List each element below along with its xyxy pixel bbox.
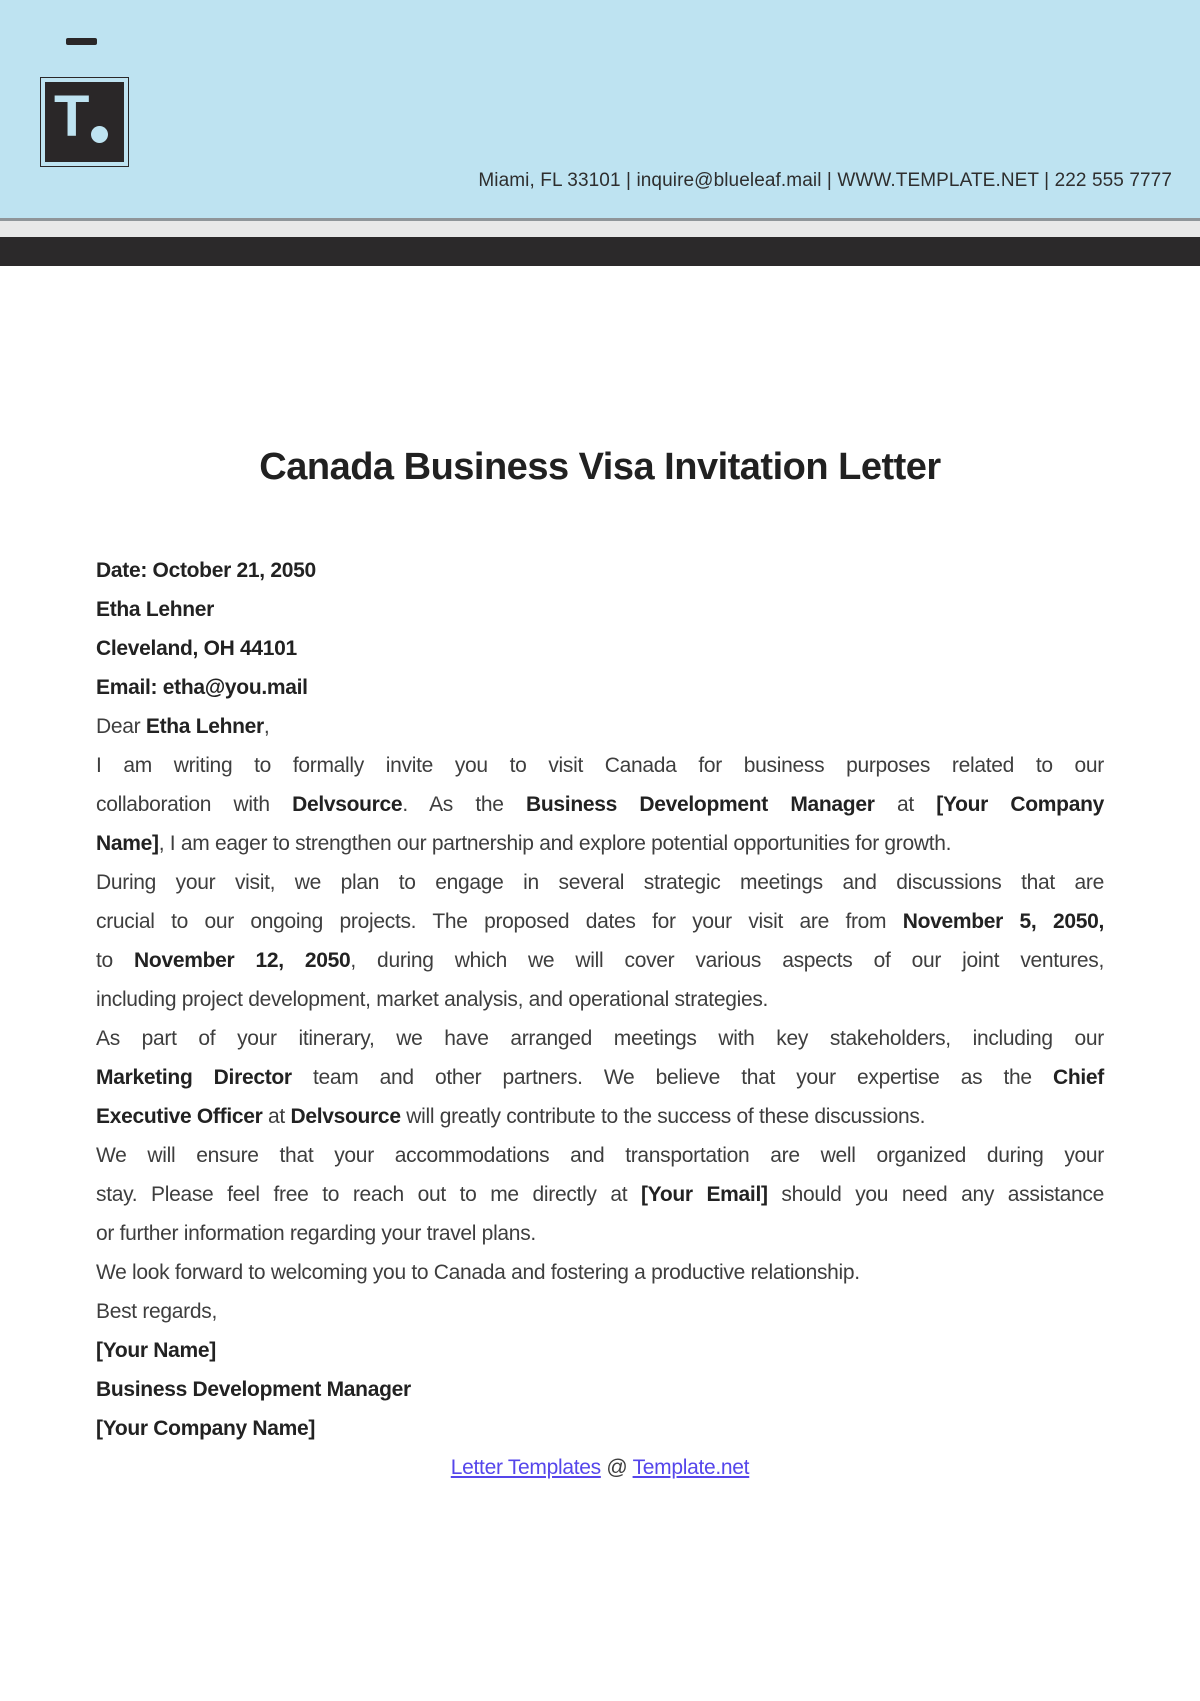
letter-line: Date: October 21, 2050 <box>96 559 316 582</box>
logo-letter: T <box>54 84 89 149</box>
letter-line: to November 12, 2050, during which we will cover various aspects of our joint ventures, <box>96 949 1105 972</box>
letter-line: Cleveland, OH 44101 <box>96 637 297 660</box>
letter-line: collaboration with Delvsource. As the Business Development Manager at [Your Company <box>96 793 1104 816</box>
dash-decoration <box>66 38 97 45</box>
document-title: Canada Business Visa Invitation Letter <box>259 446 941 488</box>
letter-body <box>96 551 1104 1448</box>
header-contact-info: Miami, FL 33101 | inquire@blueleaf.mail | WWW.TEMPLATE.NET | 222 555 7777 <box>478 170 1172 191</box>
letter-line: crucial to our ongoing projects. The proposed dates for your visit are from November 5, 2050, <box>96 910 1104 933</box>
letter-line: I am writing to formally invite you to visit Canada for business purposes related to our <box>96 754 1104 777</box>
letter-line: [Your Name] <box>96 1339 216 1362</box>
footer-attribution <box>96 1448 1104 1487</box>
letter-content <box>0 444 1200 1487</box>
letter-line: Email: etha@you.mail <box>96 676 308 699</box>
header-band <box>0 0 1200 218</box>
letter-line: As part of your itinerary, we have arranged meetings with key stakeholders, including our <box>96 1027 1104 1050</box>
template-logo <box>40 77 129 167</box>
header-dark-band <box>0 237 1200 266</box>
letter-line: or further information regarding your travel plans. <box>96 1222 536 1245</box>
footer-at-sign: @ <box>606 1456 628 1479</box>
letter-line: stay. Please feel free to reach out to me directly at [Your Email] should you need any assistance <box>96 1183 1105 1206</box>
letter-line: Business Development Manager <box>96 1378 411 1401</box>
letter-line: Etha Lehner <box>96 598 215 621</box>
letter-line: Executive Officer at Delvsource will greatly contribute to the success of these discussions. <box>96 1105 926 1128</box>
letter-line: Marketing Director team and other partners. We believe that your expertise as the Chief <box>96 1066 1104 1089</box>
letter-templates-link[interactable]: Letter Templates <box>450 1456 601 1479</box>
logo-square <box>45 82 124 162</box>
letter-line: During your visit, we plan to engage in several strategic meetings and discussions that are <box>96 871 1104 894</box>
header-divider-strip <box>0 221 1200 237</box>
letter-line: Name], I am eager to strengthen our partnership and explore potential opportunities for growth. <box>96 832 952 855</box>
letter-line: Dear Etha Lehner, <box>96 715 270 738</box>
letter-line: We look forward to welcoming you to Canada and fostering a productive relationship. <box>96 1261 860 1284</box>
logo-dot-icon <box>91 126 108 143</box>
letter-line: including project development, market analysis, and operational strategies. <box>96 988 769 1011</box>
template-net-link[interactable]: Template.net <box>632 1456 750 1479</box>
letter-line: Best regards, <box>96 1300 217 1323</box>
letter-line: [Your Company Name] <box>96 1417 316 1440</box>
letter-line: We will ensure that your accommodations and transportation are well organized during your <box>96 1144 1104 1167</box>
